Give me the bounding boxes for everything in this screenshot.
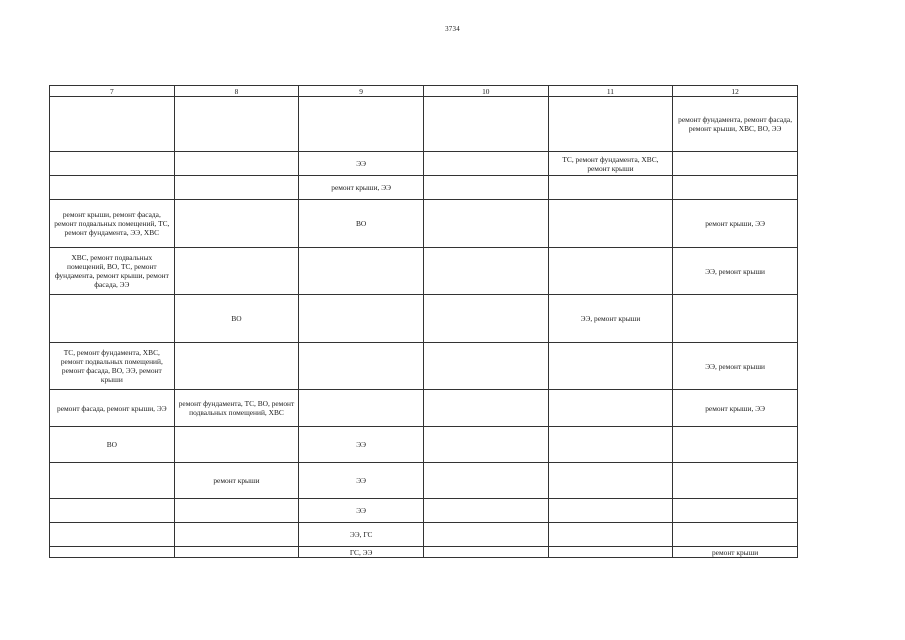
table-cell: [673, 523, 798, 547]
table-row: [50, 152, 798, 176]
table-cell: ХВС, ремонт подвальных помещений, ВО, ТС, ремонт фундамента, ремонт крыши, ремонт фасада, ЭЭ: [50, 248, 175, 295]
table-row: [50, 427, 798, 463]
table-cell: ТС, ремонт фундамента, ХВС, ремонт подвальных помещений, ремонт фасада, ВО, ЭЭ, ремонт крыши: [50, 343, 175, 390]
table-cell: [174, 176, 299, 200]
table-cell: ЭЭ, ГС: [299, 523, 424, 547]
header-row: [50, 86, 798, 97]
table-cell: ремонт фундамента, ТС, ВО, ремонт подвальных помещений, ХВС: [174, 390, 299, 427]
table-cell: [673, 427, 798, 463]
column-header: 11: [548, 86, 673, 97]
table-cell: [299, 390, 424, 427]
table-cell: [50, 176, 175, 200]
table-cell: [423, 499, 548, 523]
table-cell: [423, 427, 548, 463]
table-cell: ЭЭ, ремонт крыши: [673, 343, 798, 390]
table-cell: [423, 390, 548, 427]
table-cell: [50, 463, 175, 499]
table-cell: [548, 176, 673, 200]
table-body: [50, 86, 798, 558]
column-header: 8: [174, 86, 299, 97]
table-cell: ЭЭ: [299, 499, 424, 523]
table-cell: [548, 390, 673, 427]
table-cell: [673, 152, 798, 176]
table-row: [50, 248, 798, 295]
table-cell: [50, 295, 175, 343]
table-cell: [50, 547, 175, 558]
table-row: [50, 547, 798, 558]
table-cell: [423, 295, 548, 343]
table-row: [50, 97, 798, 152]
table-cell: ремонт крыши, ЭЭ: [673, 390, 798, 427]
table-cell: [174, 152, 299, 176]
table-cell: [548, 200, 673, 248]
table-cell: ремонт крыши: [174, 463, 299, 499]
column-header: 10: [423, 86, 548, 97]
data-table: [49, 85, 798, 558]
table-cell: [548, 463, 673, 499]
table-row: [50, 295, 798, 343]
table-cell: [50, 523, 175, 547]
table-cell: ВО: [50, 427, 175, 463]
column-header: 7: [50, 86, 175, 97]
table-cell: [423, 248, 548, 295]
table-cell: [174, 427, 299, 463]
table-cell: ЭЭ: [299, 427, 424, 463]
table-cell: ВО: [174, 295, 299, 343]
table-cell: [174, 343, 299, 390]
table-cell: [50, 499, 175, 523]
table-cell: [548, 523, 673, 547]
table-row: [50, 523, 798, 547]
table-cell: [299, 248, 424, 295]
table-cell: ТС, ремонт фундамента, ХВС, ремонт крыши: [548, 152, 673, 176]
table-cell: [548, 427, 673, 463]
table-cell: [423, 97, 548, 152]
table-cell: [50, 152, 175, 176]
table-cell: ремонт фасада, ремонт крыши, ЭЭ: [50, 390, 175, 427]
table-cell: [299, 97, 424, 152]
table-row: [50, 463, 798, 499]
table-cell: ремонт крыши, ЭЭ: [673, 200, 798, 248]
table-row: [50, 343, 798, 390]
table-cell: [423, 200, 548, 248]
table-cell: ГС, ЭЭ: [299, 547, 424, 558]
table-cell: ремонт фундамента, ремонт фасада, ремонт крыши, ХВС, ВО, ЭЭ: [673, 97, 798, 152]
table-cell: [174, 499, 299, 523]
table-cell: ремонт крыши: [673, 547, 798, 558]
table-cell: ВО: [299, 200, 424, 248]
table-cell: ЭЭ, ремонт крыши: [673, 248, 798, 295]
table-cell: [423, 343, 548, 390]
column-header: 9: [299, 86, 424, 97]
table-cell: [423, 523, 548, 547]
table-cell: [423, 463, 548, 499]
table-row: [50, 499, 798, 523]
table-cell: [673, 499, 798, 523]
table-cell: [423, 176, 548, 200]
table-cell: [673, 463, 798, 499]
table-row: [50, 176, 798, 200]
column-header: 12: [673, 86, 798, 97]
table-cell: [548, 248, 673, 295]
table-cell: ЭЭ: [299, 152, 424, 176]
table-cell: [50, 97, 175, 152]
table-cell: [174, 248, 299, 295]
table-cell: [174, 97, 299, 152]
page-number: 3734: [445, 25, 460, 33]
table-cell: [423, 152, 548, 176]
table-cell: [548, 547, 673, 558]
table-cell: [548, 499, 673, 523]
table-cell: [673, 176, 798, 200]
table-cell: [299, 295, 424, 343]
table-row: [50, 390, 798, 427]
table-cell: ремонт крыши, ремонт фасада, ремонт подвальных помещений, ТС, ремонт фундамента, ЭЭ, ХВС: [50, 200, 175, 248]
table-cell: [548, 343, 673, 390]
table-cell: [548, 97, 673, 152]
table-cell: [174, 200, 299, 248]
table-cell: [673, 295, 798, 343]
table-row: [50, 200, 798, 248]
table-cell: [174, 547, 299, 558]
table-cell: ЭЭ, ремонт крыши: [548, 295, 673, 343]
table-cell: [299, 343, 424, 390]
table-cell: ремонт крыши, ЭЭ: [299, 176, 424, 200]
table-cell: [174, 523, 299, 547]
table-cell: [423, 547, 548, 558]
table-cell: ЭЭ: [299, 463, 424, 499]
